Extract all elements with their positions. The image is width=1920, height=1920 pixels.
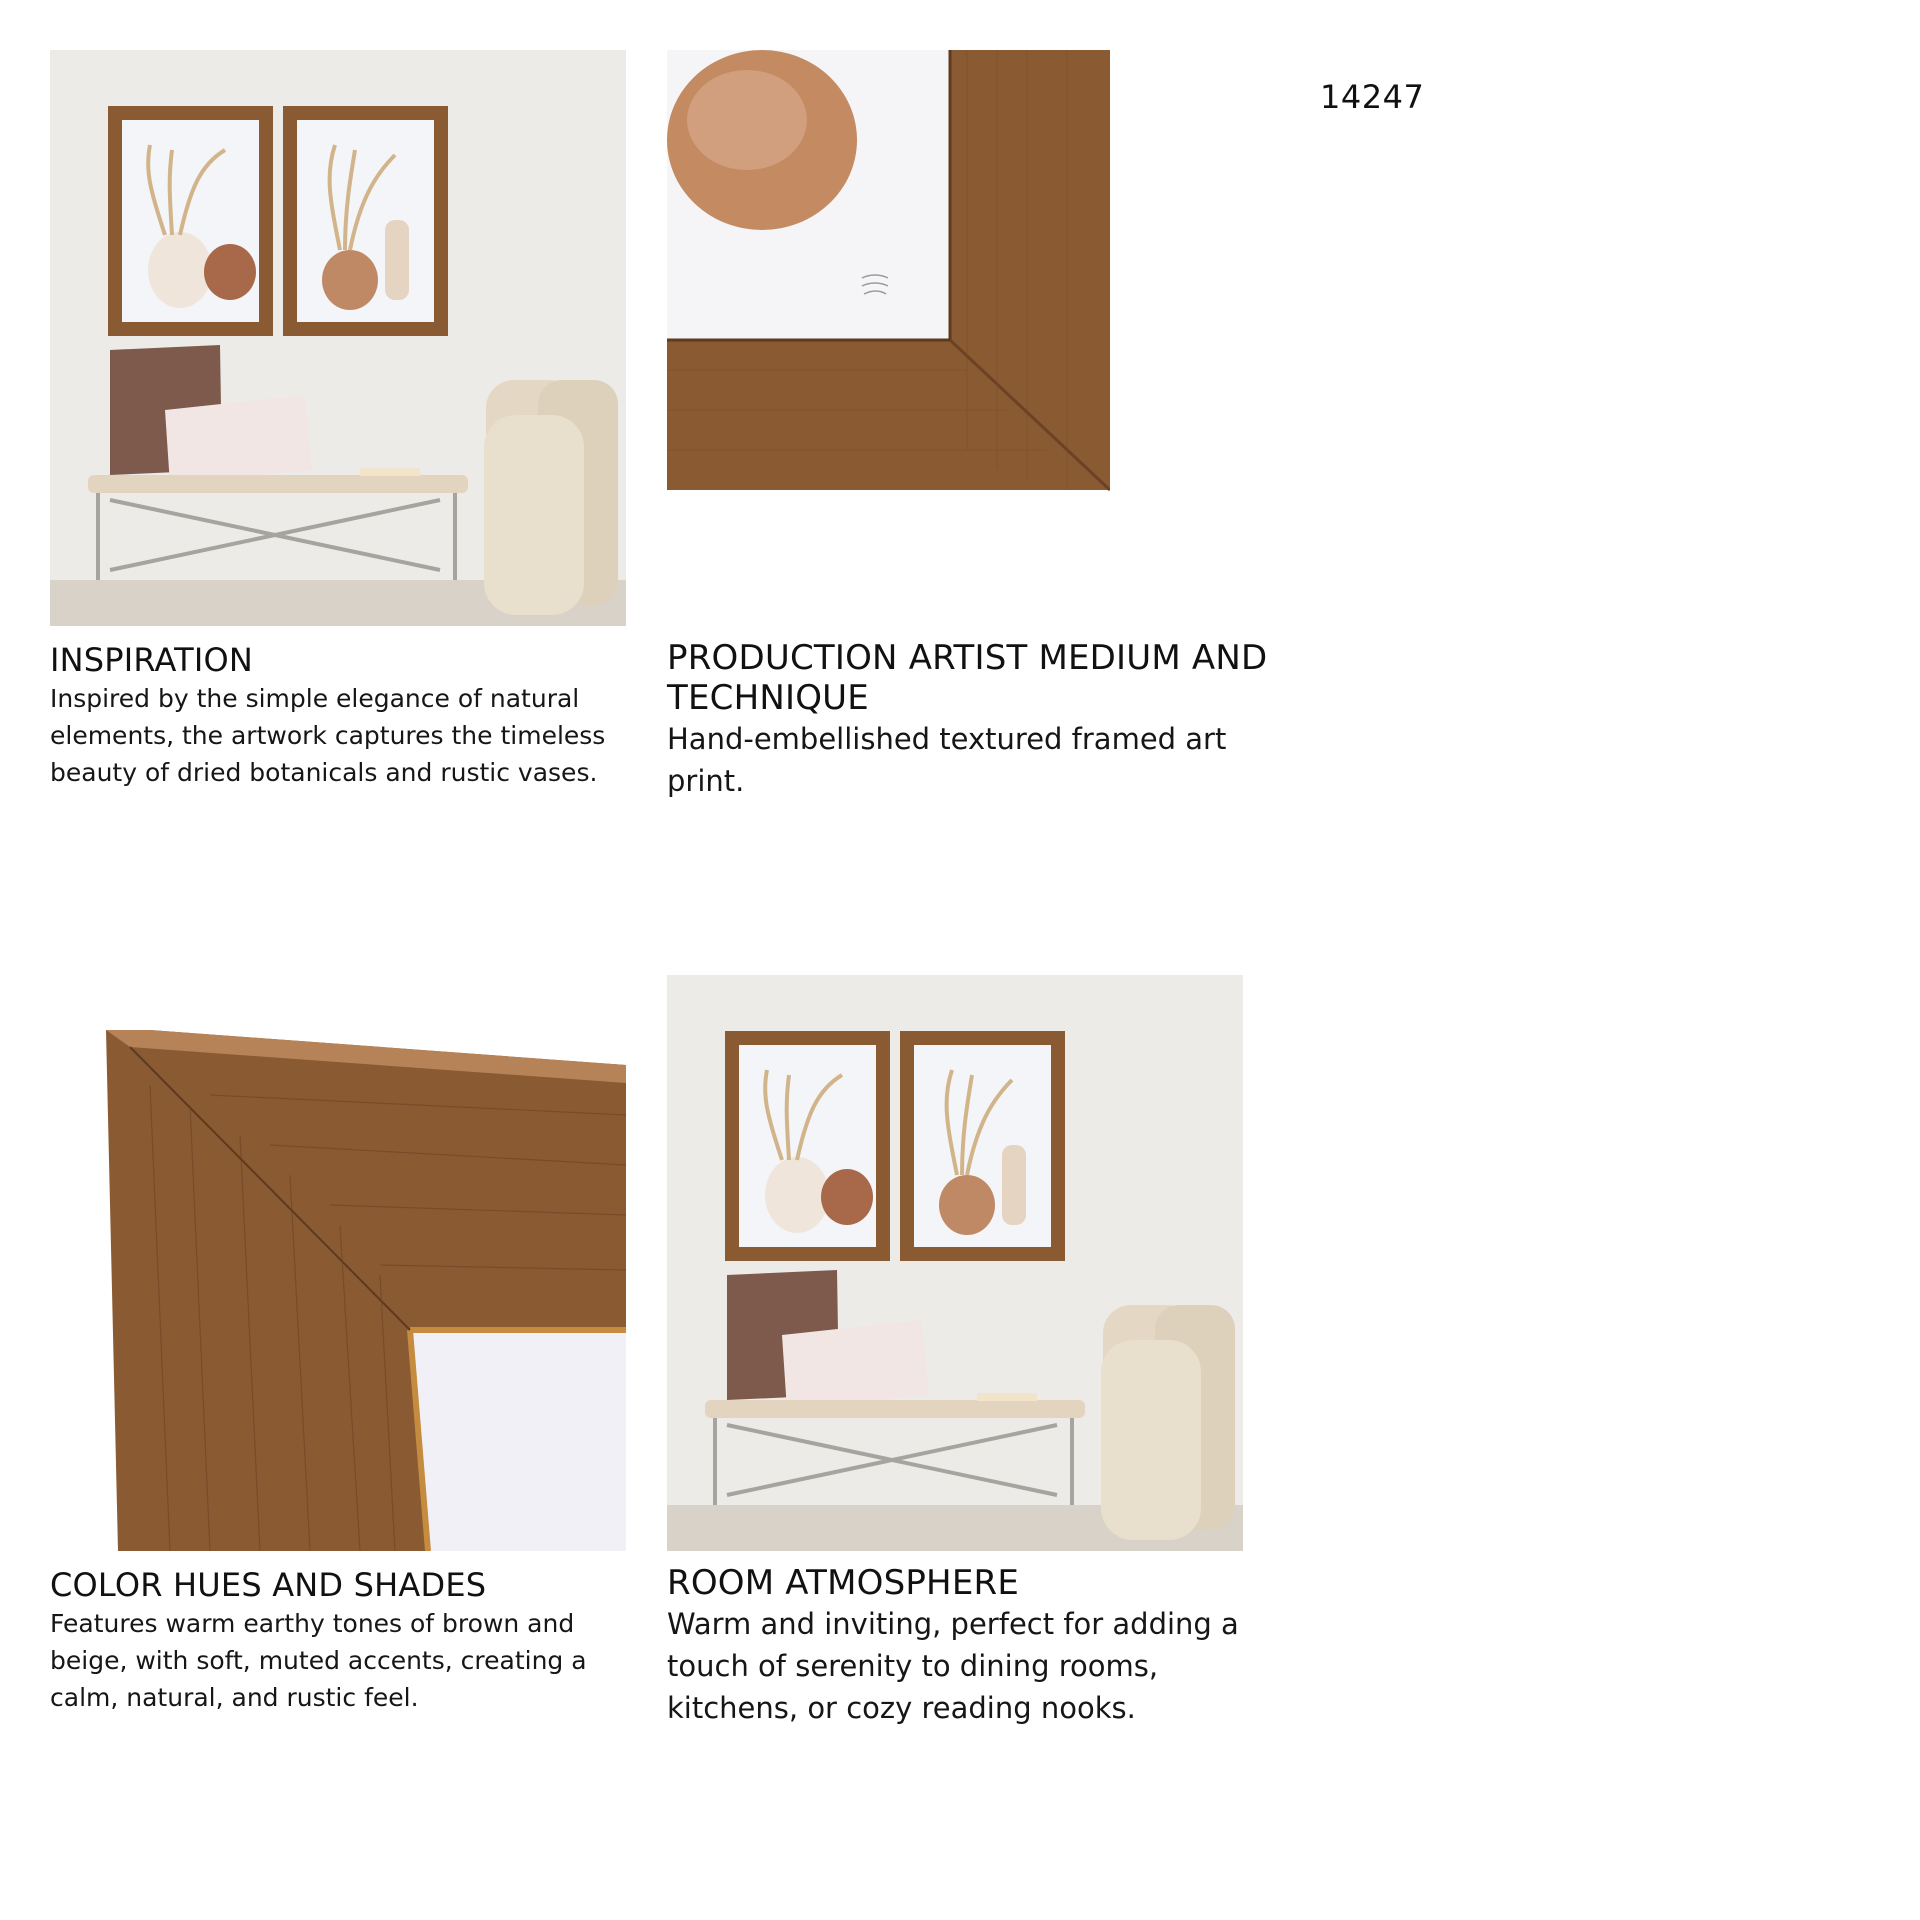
room-atmosphere-photo <box>667 975 1243 1551</box>
inspiration-heading: INSPIRATION <box>50 641 254 679</box>
room-heading: ROOM ATMOSPHERE <box>667 1563 1020 1603</box>
color-section <box>50 1565 630 1716</box>
medium-text: Hand-embellished textured framed art print. <box>667 722 1227 798</box>
wood-frame-macro-illustration <box>50 975 626 1551</box>
color-text: Features warm earthy tones of brown and beige, with soft, muted accents, creating a calm, natural, and rustic feel. <box>50 1609 587 1712</box>
wood-frame-macro-photo <box>50 975 626 1551</box>
room-atmosphere-illustration <box>667 975 1243 1551</box>
room-scene-photo <box>50 50 626 626</box>
inspiration-section <box>50 640 630 791</box>
room-text: Warm and inviting, perfect for adding a touch of serenity to dining rooms, kitchens, or cozy reading nooks. <box>667 1607 1239 1725</box>
frame-corner-detail-photo <box>667 50 1110 493</box>
color-heading: COLOR HUES AND SHADES <box>50 1566 487 1604</box>
product-number: 14247 <box>1320 78 1425 116</box>
room-section <box>667 1563 1247 1729</box>
room-scene-illustration <box>50 50 626 626</box>
medium-heading: PRODUCTION ARTIST MEDIUM AND TECHNIQUE <box>667 638 1268 718</box>
medium-section <box>667 638 1467 802</box>
inspiration-text: Inspired by the simple elegance of natural elements, the artwork captures the timeless beauty of dried botanicals and rustic vases. <box>50 684 606 787</box>
frame-corner-illustration <box>667 50 1110 493</box>
